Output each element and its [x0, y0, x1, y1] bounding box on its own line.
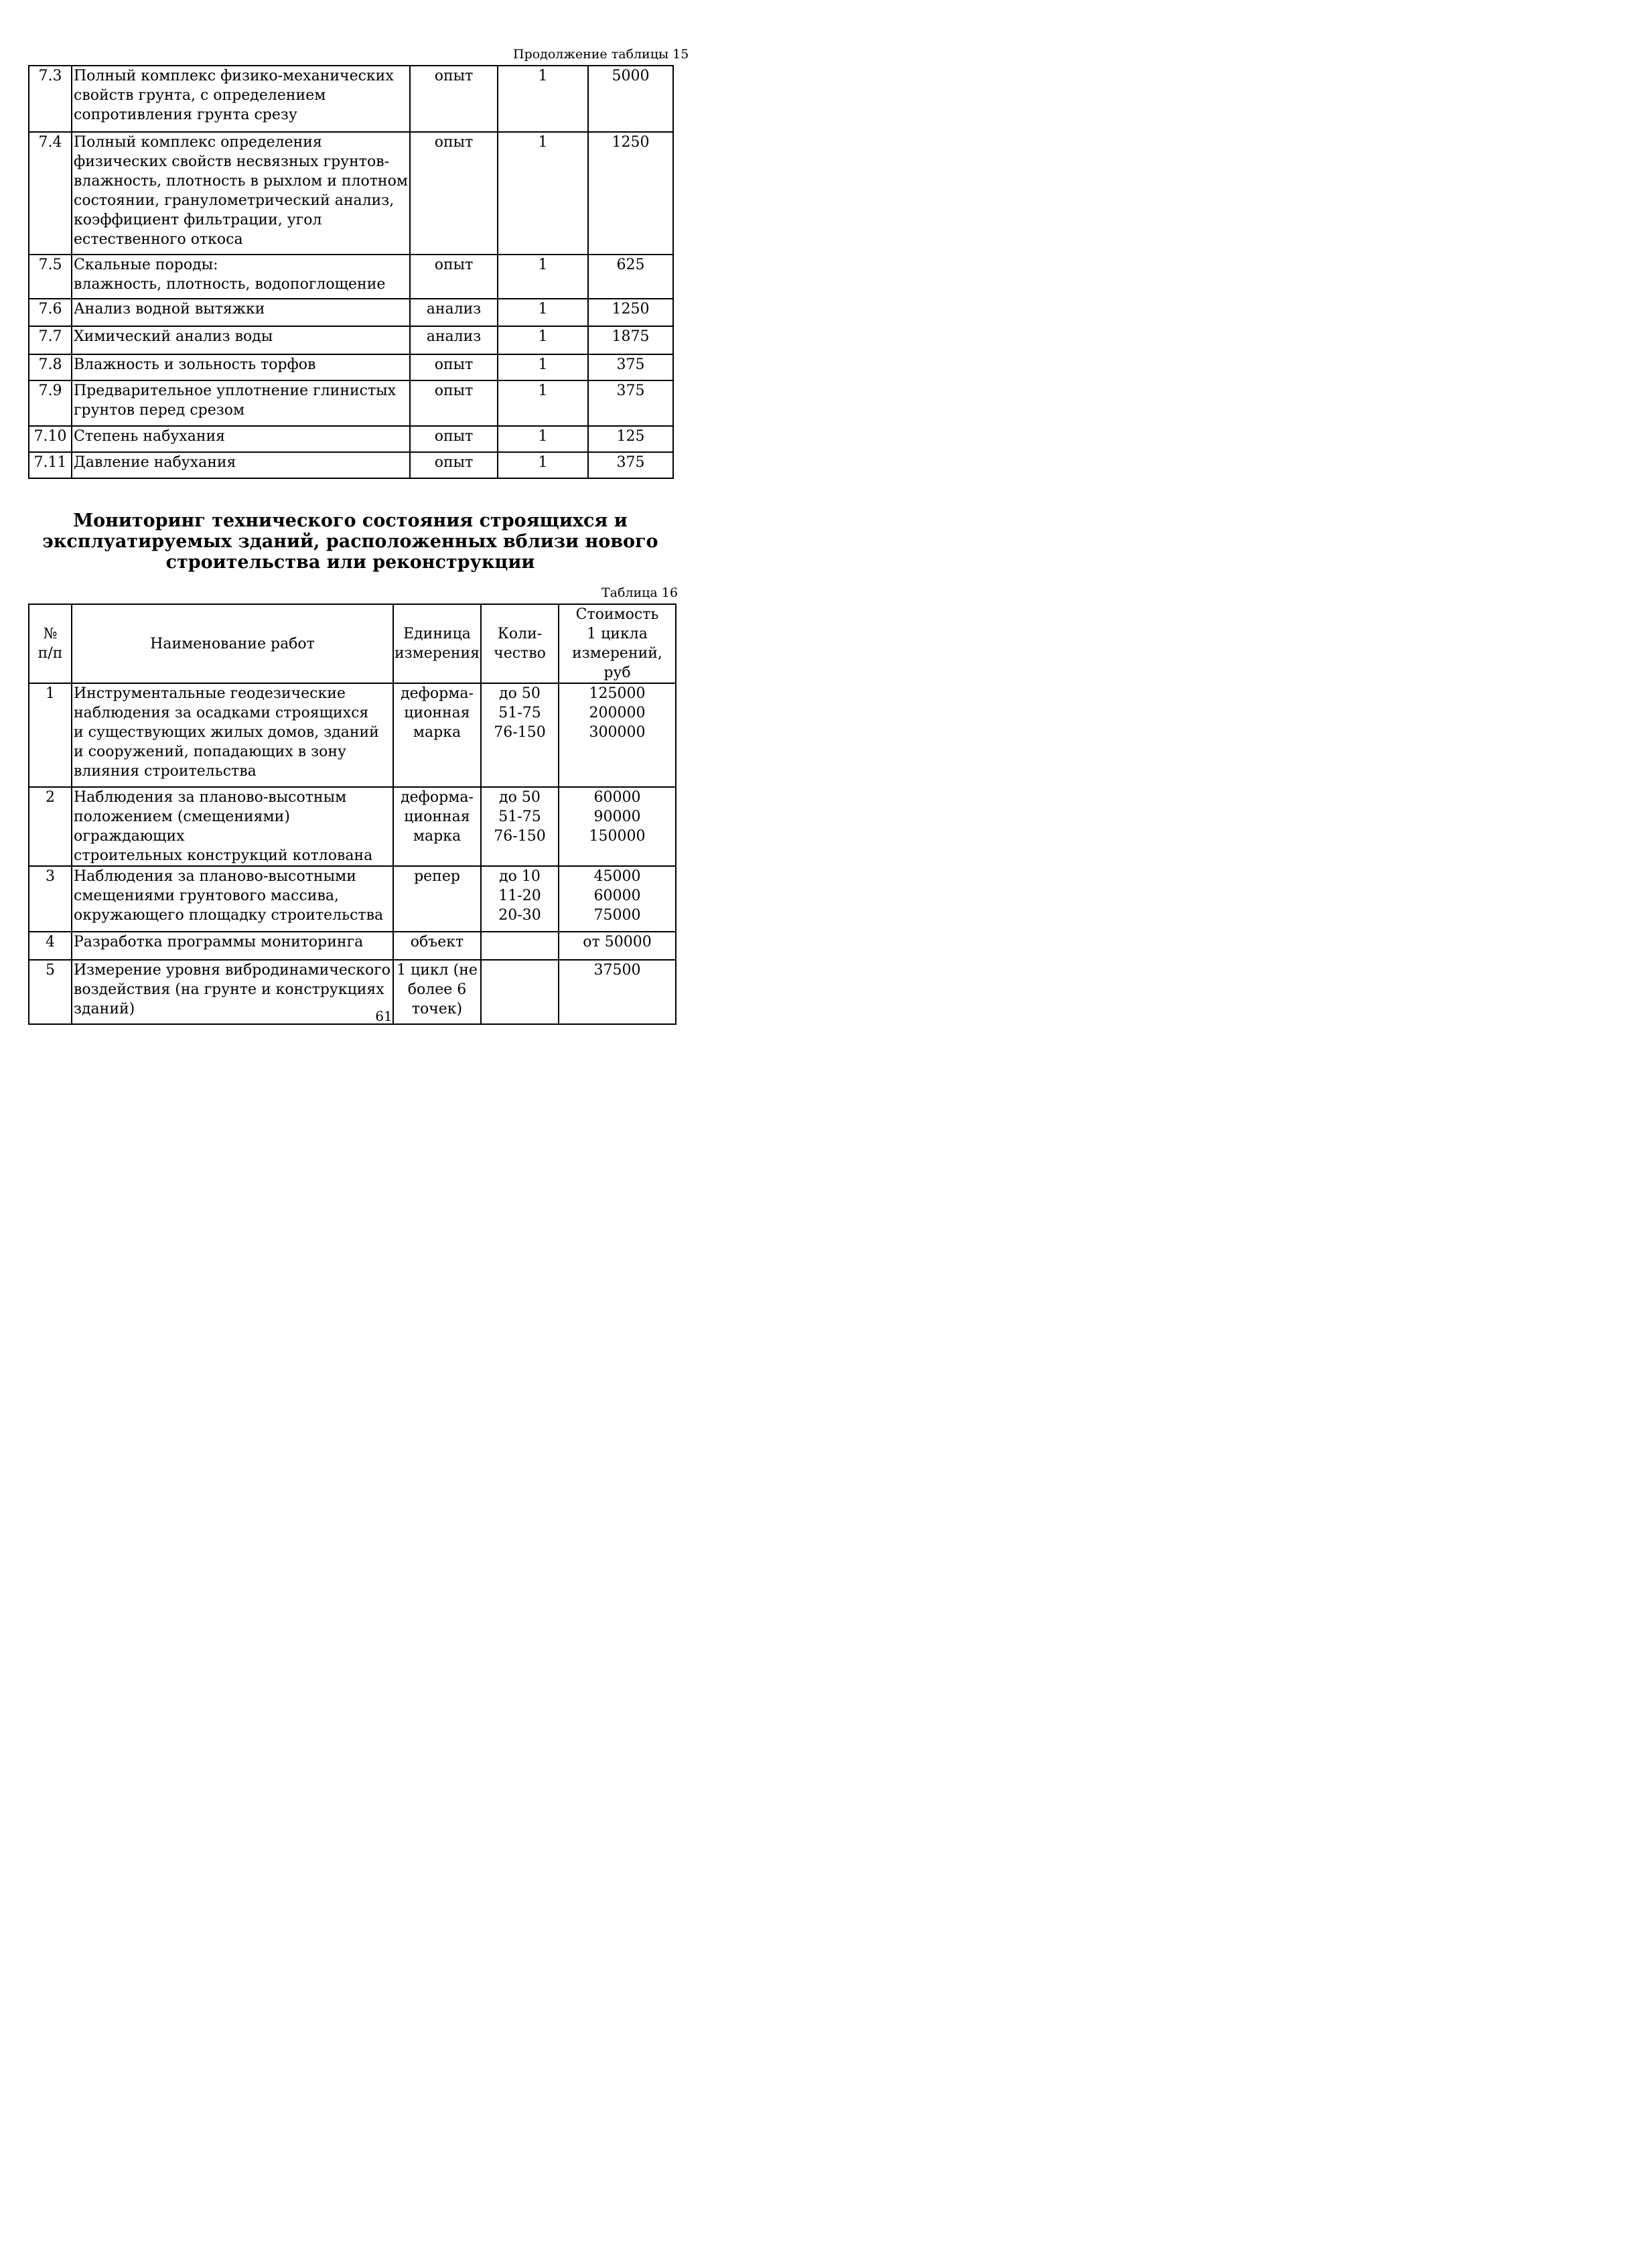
- table-row: [29, 255, 673, 299]
- table-row: [29, 866, 676, 932]
- cost: от 50000: [559, 932, 676, 960]
- row-number: 7.11: [29, 452, 72, 478]
- work-name: Влажность и зольность торфов: [72, 354, 410, 380]
- row-number: 1: [29, 683, 72, 787]
- row-number: 7.9: [29, 380, 72, 426]
- work-name: Полный комплекс определения физических свойств несвязных грунтов- влажность, плотность в рыхлом и плотном состоянии, гранулометрический анализ, коэффициент фильтрации, угол естественного откоса: [72, 132, 410, 255]
- row-number: 7.6: [29, 299, 72, 326]
- table-row: [29, 66, 673, 132]
- table-row: [29, 132, 673, 255]
- unit-of-measure: репер: [393, 866, 481, 932]
- table-row: [29, 452, 673, 478]
- table15-caption: Продолжение таблицы 15: [513, 47, 689, 62]
- work-name: Измерение уровня вибродинамического воздействия (на грунте и конструкциях зданий): [72, 960, 393, 1024]
- cost: 375: [588, 354, 673, 380]
- unit-of-measure: деформа- ционная марка: [393, 683, 481, 787]
- cost: 5000: [588, 66, 673, 132]
- row-number: 7.5: [29, 255, 72, 299]
- unit-of-measure: опыт: [410, 255, 498, 299]
- unit-of-measure: опыт: [410, 426, 498, 452]
- work-name: Скальные породы: влажность, плотность, водопоглощение: [72, 255, 410, 299]
- work-name: Степень набухания: [72, 426, 410, 452]
- work-name: Предварительное уплотнение глинистых грунтов перед срезом: [72, 380, 410, 426]
- header-name: Наименование работ: [72, 604, 393, 683]
- quantity: 1: [498, 380, 588, 426]
- cost: 1875: [588, 326, 673, 354]
- quantity: 1: [498, 299, 588, 326]
- unit-of-measure: опыт: [410, 66, 498, 132]
- quantity: 1: [498, 255, 588, 299]
- quantity: 1: [498, 66, 588, 132]
- work-name: Инструментальные геодезические наблюдения за осадками строящихся и существующих жилых домов, зданий и сооружений, попадающих в зону влияния строительства: [72, 683, 393, 787]
- row-number: 7.3: [29, 66, 72, 132]
- work-name: Химический анализ воды: [72, 326, 410, 354]
- header-qty: Коли- чество: [481, 604, 559, 683]
- header-cost: Стоимость 1 цикла измерений, руб: [559, 604, 676, 683]
- quantity: 1: [498, 354, 588, 380]
- header-unit: Единица измерения: [393, 604, 481, 683]
- row-number: 7.7: [29, 326, 72, 354]
- cost: 60000 90000 150000: [559, 787, 676, 866]
- cost: 125: [588, 426, 673, 452]
- unit-of-measure: опыт: [410, 132, 498, 255]
- quantity: 1: [498, 452, 588, 478]
- cost: 1250: [588, 299, 673, 326]
- table-row: [29, 787, 676, 866]
- table16-caption: Таблица 16: [601, 585, 678, 600]
- row-number: 3: [29, 866, 72, 932]
- table-row: [29, 299, 673, 326]
- row-number: 5: [29, 960, 72, 1024]
- unit-of-measure: анализ: [410, 326, 498, 354]
- cost: 625: [588, 255, 673, 299]
- section-heading: Мониторинг технического состояния строящихся и эксплуатируемых зданий, расположенных вблизи нового строительства или реконструкции: [42, 510, 658, 573]
- row-number: 2: [29, 787, 72, 866]
- unit-of-measure: объект: [393, 932, 481, 960]
- cost: 125000 200000 300000: [559, 683, 676, 787]
- quantity: до 10 11-20 20-30: [481, 866, 559, 932]
- table-row: [29, 426, 673, 452]
- table-row: [29, 380, 673, 426]
- header-num: № п/п: [29, 604, 72, 683]
- quantity: до 50 51-75 76-150: [481, 683, 559, 787]
- cost: 375: [588, 380, 673, 426]
- unit-of-measure: опыт: [410, 452, 498, 478]
- row-number: 7.10: [29, 426, 72, 452]
- work-name: Анализ водной вытяжки: [72, 299, 410, 326]
- row-number: 7.4: [29, 132, 72, 255]
- unit-of-measure: опыт: [410, 354, 498, 380]
- cost: 45000 60000 75000: [559, 866, 676, 932]
- cost: 37500: [559, 960, 676, 1024]
- quantity: 1: [498, 426, 588, 452]
- table-row: [29, 683, 676, 787]
- work-name: Наблюдения за планово-высотными смещениями грунтового массива, окружающего площадку строительства: [72, 866, 393, 932]
- work-name: Полный комплекс физико-механических свойств грунта, с определением сопротивления грунта срезу: [72, 66, 410, 132]
- quantity: [481, 932, 559, 960]
- table-row: [29, 932, 676, 960]
- row-number: 4: [29, 932, 72, 960]
- cost: 1250: [588, 132, 673, 255]
- quantity: до 50 51-75 76-150: [481, 787, 559, 866]
- work-name: Наблюдения за планово-высотным положением (смещениями) ограждающих строительных конструкций котлована: [72, 787, 393, 866]
- work-name: Давление набухания: [72, 452, 410, 478]
- page-number: 61: [375, 1008, 393, 1024]
- table-16: [28, 604, 677, 1025]
- unit-of-measure: деформа- ционная марка: [393, 787, 481, 866]
- work-name: Разработка программы мониторинга: [72, 932, 393, 960]
- unit-of-measure: 1 цикл (не более 6 точек): [393, 960, 481, 1024]
- cost: 375: [588, 452, 673, 478]
- table-row: [29, 354, 673, 380]
- row-number: 7.8: [29, 354, 72, 380]
- table-row: [29, 326, 673, 354]
- table-15: [28, 65, 674, 479]
- unit-of-measure: опыт: [410, 380, 498, 426]
- quantity: 1: [498, 326, 588, 354]
- quantity: 1: [498, 132, 588, 255]
- unit-of-measure: анализ: [410, 299, 498, 326]
